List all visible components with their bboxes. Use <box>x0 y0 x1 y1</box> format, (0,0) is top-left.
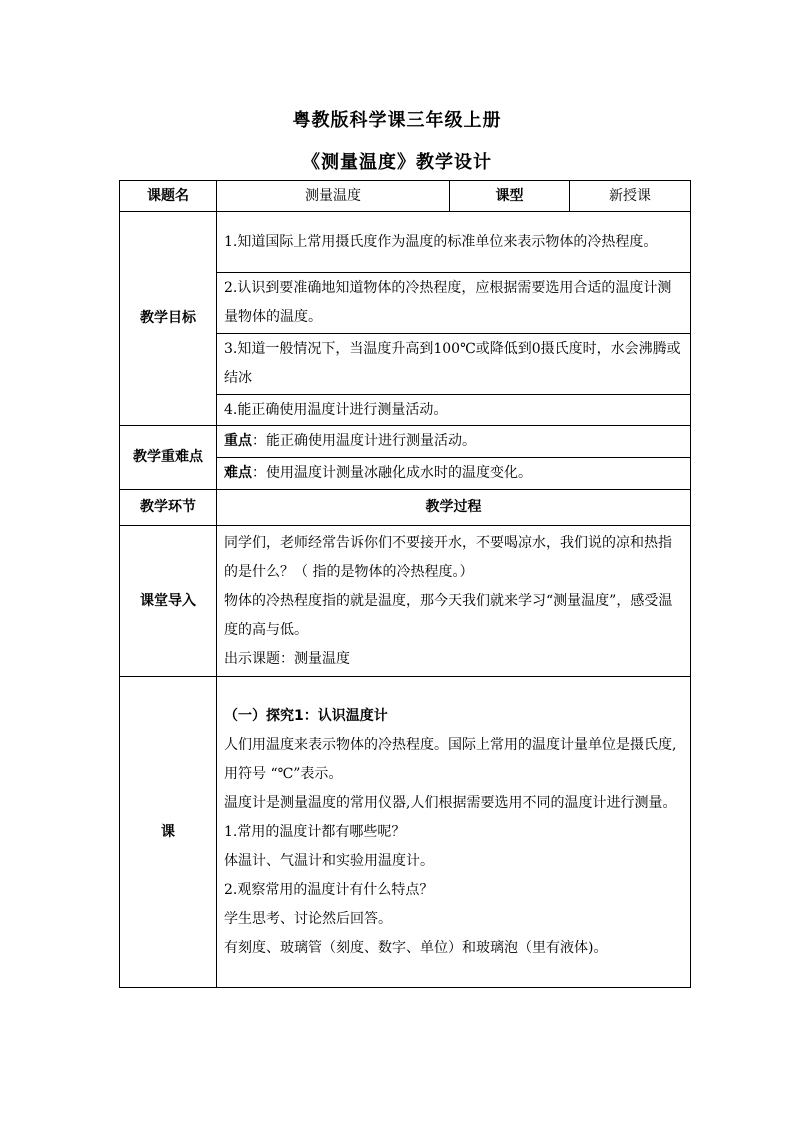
difficult-point-label: 难点 <box>224 465 252 481</box>
objective-item: 4.能正确使用温度计进行测量活动。 <box>217 395 691 426</box>
key-point-text: ：能正确使用温度计进行测量活动。 <box>252 433 476 449</box>
lesson-plan-table <box>119 180 691 988</box>
lesson-line: 2.观察常用的温度计有什么特点？ <box>224 881 434 898</box>
table-row <box>120 526 691 677</box>
lesson-content <box>217 677 691 988</box>
lesson-line: 1.常用的温度计都有哪些呢？ <box>224 823 406 840</box>
lesson-type-value: 新授课 <box>570 181 691 212</box>
key-point <box>217 426 691 458</box>
lesson-heading: （一）探究1：认识温度计 <box>224 707 388 724</box>
objective-item: 1.知道国际上常用摄氏度作为温度的标准单位来表示物体的冷热程度。 <box>217 212 691 273</box>
topic-value: 测量温度 <box>217 181 450 212</box>
lesson-line: 学生思考、讨论然后回答。 <box>224 910 392 927</box>
table-row <box>120 490 691 526</box>
objective-item: 2.认识到要准确地知道物体的冷热程度，应根据需要选用合适的温度计测量物体的温度。 <box>217 273 691 334</box>
keypoints-label: 教学重难点 <box>120 426 217 490</box>
difficult-point-text: ：使用温度计测量冰融化成水时的温度变化。 <box>252 465 532 481</box>
lesson-line: 温度计是测量温度的常用仪器,人们根据需要选用不同的温度计进行测量。 <box>224 794 677 811</box>
lesson-line: 人们用温度来表示物体的冷热程度。国际上常用的温度计量单位是摄氏度,用符号 “℃”表示。 <box>224 736 677 782</box>
intro-line: 同学们，老师经常告诉你们不要接开水，不要喝凉水，我们说的凉和热指的是什么？（ 指的是物体的冷热程度。） <box>224 534 672 580</box>
document-subtitle: 《测量温度》教学设计 <box>302 152 492 173</box>
intro-label: 课堂导入 <box>120 526 217 677</box>
document-title: 粤教版科学课三年级上册 <box>292 110 502 131</box>
table-row <box>120 181 691 212</box>
lesson-label: 课 <box>120 677 217 988</box>
table-row <box>120 677 691 988</box>
stage-label: 教学环节 <box>120 490 217 526</box>
objective-item: 3.知道一般情况下，当温度升高到100℃或降低到0摄氏度时，水会沸腾或结冰 <box>217 334 691 395</box>
table-row <box>120 212 691 273</box>
table-row <box>120 426 691 458</box>
difficult-point <box>217 458 691 490</box>
topic-label: 课题名 <box>120 181 217 212</box>
lesson-type-label: 课型 <box>450 181 570 212</box>
intro-line: 物体的冷热程度指的就是温度，那今天我们就来学习“测量温度”，感受温度的高与低。 <box>224 592 673 638</box>
lesson-line: 体温计、气温计和实验用温度计。 <box>224 852 434 869</box>
lesson-line: 有刻度、玻璃管（刻度、数字、单位）和玻璃泡（里有液体)。 <box>224 939 608 956</box>
objectives-label: 教学目标 <box>120 212 217 426</box>
intro-line: 出示课题：测量温度 <box>224 650 350 667</box>
process-label: 教学过程 <box>217 490 691 526</box>
key-point-label: 重点 <box>224 433 252 449</box>
intro-content <box>217 526 691 677</box>
